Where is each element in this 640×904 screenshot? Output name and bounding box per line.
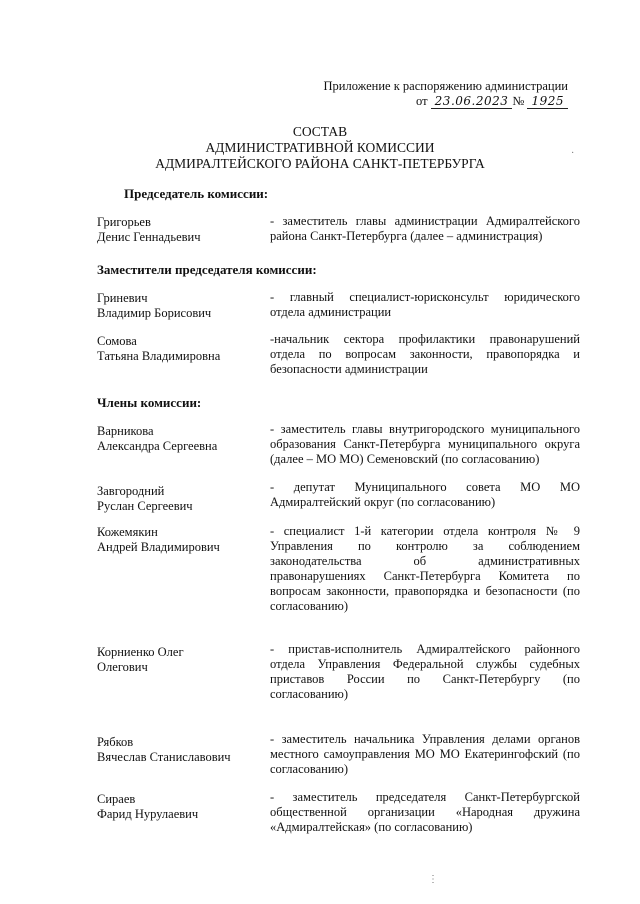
appendix-line: Приложение к распоряжению администрации [323, 79, 568, 93]
chair-name [97, 215, 267, 245]
person-given-name: Андрей Владимирович [97, 540, 220, 554]
person-given-name: Александра Сергеевна [97, 439, 218, 453]
appendix-date: 23.06.2023 [431, 94, 513, 109]
members-heading: Члены комиссии: [97, 395, 202, 410]
title-line-1: СОСТАВ [292, 124, 348, 139]
person-surname: Завгородний [97, 484, 165, 498]
member-name [97, 484, 267, 514]
chair-description: - заместитель главы администрации Адмиралтейского района Санкт-Петербурга (далее – администрация) [270, 214, 580, 243]
person-surname: Григорьев [97, 215, 151, 229]
person-given-name: Вячеслав Станиславович [97, 750, 231, 764]
member-description: - депутат Муниципального совета МО МО Адмиралтейский округ (по согласованию) [270, 480, 580, 509]
appendix-date-number [324, 94, 568, 109]
chair-heading: Председатель комиссии: [124, 186, 269, 201]
member-name [97, 525, 267, 555]
deputy-name [97, 291, 267, 321]
scan-speck: · [571, 148, 575, 159]
scan-speck: ⋮ [428, 874, 438, 885]
deputy-name [97, 334, 267, 364]
person-surname: Кожемякин [97, 525, 158, 539]
person-given-name: Денис Геннадьевич [97, 230, 201, 244]
member-description: - заместитель председателя Санкт-Петербургской общественной организации «Народная дружина «Адмиралтейская» (по согласованию) [270, 790, 580, 834]
deputy-description: - главный специалист-юрисконсульт юридического отдела администрации [270, 290, 580, 319]
member-description: - заместитель начальника Управления делами органов местного самоуправления МО МО Екатерингофский (по согласованию) [270, 732, 580, 776]
appendix-number: 1925 [527, 94, 568, 109]
person-surname: Варникова [97, 424, 154, 438]
appendix-reference [324, 79, 568, 109]
appendix-number-sign: № [512, 94, 525, 108]
member-description: - пристав-исполнитель Адмиралтейского районного отдела Управления Федеральной службы судебных приставов России по Санкт-Петербургу (по согласованию) [270, 642, 580, 701]
title-line-3: АДМИРАЛТЕЙСКОГО РАЙОНА САНКТ-ПЕТЕРБУРГА [155, 156, 485, 171]
appendix-from-label: от [415, 94, 428, 108]
person-surname: Корниенко Олег [97, 645, 184, 659]
person-surname: Рябков [97, 735, 134, 749]
person-surname: Сомова [97, 334, 137, 348]
member-name [97, 735, 267, 765]
deputy-description: -начальник сектора профилактики правонарушений отдела по вопросам законности, правопорядка и безопасности администрации [270, 332, 580, 376]
document-title [0, 124, 640, 172]
person-given-name: Татьяна Владимировна [97, 349, 221, 363]
person-given-name: Фарид Нурулаевич [97, 807, 199, 821]
person-given-name: Руслан Сергеевич [97, 499, 193, 513]
person-surname: Сираев [97, 792, 136, 806]
member-name [97, 645, 267, 675]
member-name [97, 792, 267, 822]
deputies-heading: Заместители председателя комиссии: [97, 262, 317, 277]
person-given-name: Олегович [97, 660, 148, 674]
member-description: - заместитель главы внутригородского муниципального образования Санкт-Петербурга муниципального округа (далее – МО МО) Семеновский (по согласованию) [270, 422, 580, 466]
title-line-2: АДМИНИСТРАТИВНОЙ КОМИССИИ [205, 140, 435, 155]
member-name [97, 424, 267, 454]
person-given-name: Владимир Борисович [97, 306, 212, 320]
person-surname: Гриневич [97, 291, 148, 305]
member-description: - специалист 1-й категории отдела контроля № 9 Управления по контролю за соблюдением законодательства об административных правонарушениях Санкт-Петербурга Комитета по вопросам законности, правопорядка и безопасности (по согласованию) [270, 524, 580, 613]
